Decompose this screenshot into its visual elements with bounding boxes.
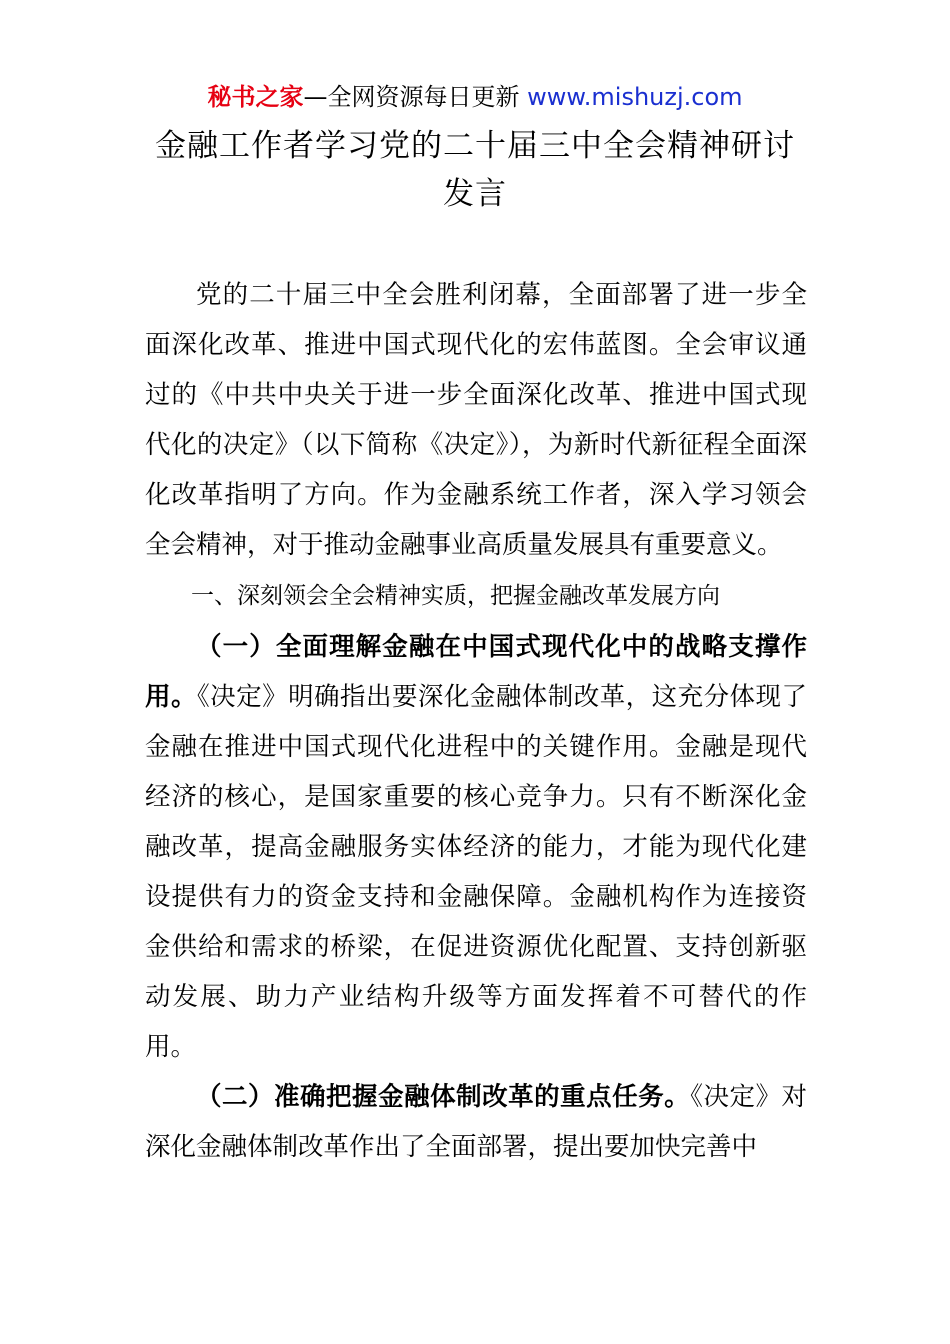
document-body <box>145 270 807 1172</box>
document-title: 金融工作者学习党的二十届三中全会精神研讨发言 <box>155 128 795 212</box>
subsection-paragraph-1 <box>145 622 807 1072</box>
site-tagline: —全网资源每日更新 <box>303 83 528 111</box>
subsection-text-2: 《决定》对深化金融体制改革作出了全面部署，提出要加快完善中 <box>145 1082 807 1162</box>
subsection-heading-1: （一）全面理解金融在中国式现代化中的战略支撑作用。 <box>145 632 807 712</box>
subsection-heading-2: （二）准确把握金融体制改革的重点任务。 <box>196 1082 691 1112</box>
intro-paragraph: 党的二十届三中全会胜利闭幕，全面部署了进一步全面深化改革、推进中国式现代化的宏伟蓝图。全会审议通过的《中共中央关于进一步全面深化改革、推进中国式现代化的决定》（以下简称《决定》），为新时代新征程全面深化改革指明了方向。作为金融系统工作者，深入学习领会全会精神，对于推动金融事业高质量发展具有重要意义。 <box>145 280 807 560</box>
section-heading-1: 一、深刻领会全会精神实质，把握金融改革发展方向 <box>191 583 720 609</box>
site-header <box>0 80 950 114</box>
subsection-paragraph-2 <box>145 1072 807 1172</box>
site-url-link[interactable]: www.mishuzj.com <box>527 83 743 111</box>
subsection-text-1: 《决定》明确指出要深化金融体制改革，这充分体现了金融在推进中国式现代化进程中的关键作用。金融是现代经济的核心，是国家重要的核心竞争力。只有不断深化金融改革，提高金融服务实体经济的能力，才能为现代化建设提供有力的资金支持和金融保障。金融机构作为连接资金供给和需求的桥梁，在促进资源优化配置、支持创新驱动发展、助力产业结构升级等方面发挥着不可替代的作用。 <box>145 682 807 1062</box>
site-brand: 秘书之家 <box>207 83 304 111</box>
